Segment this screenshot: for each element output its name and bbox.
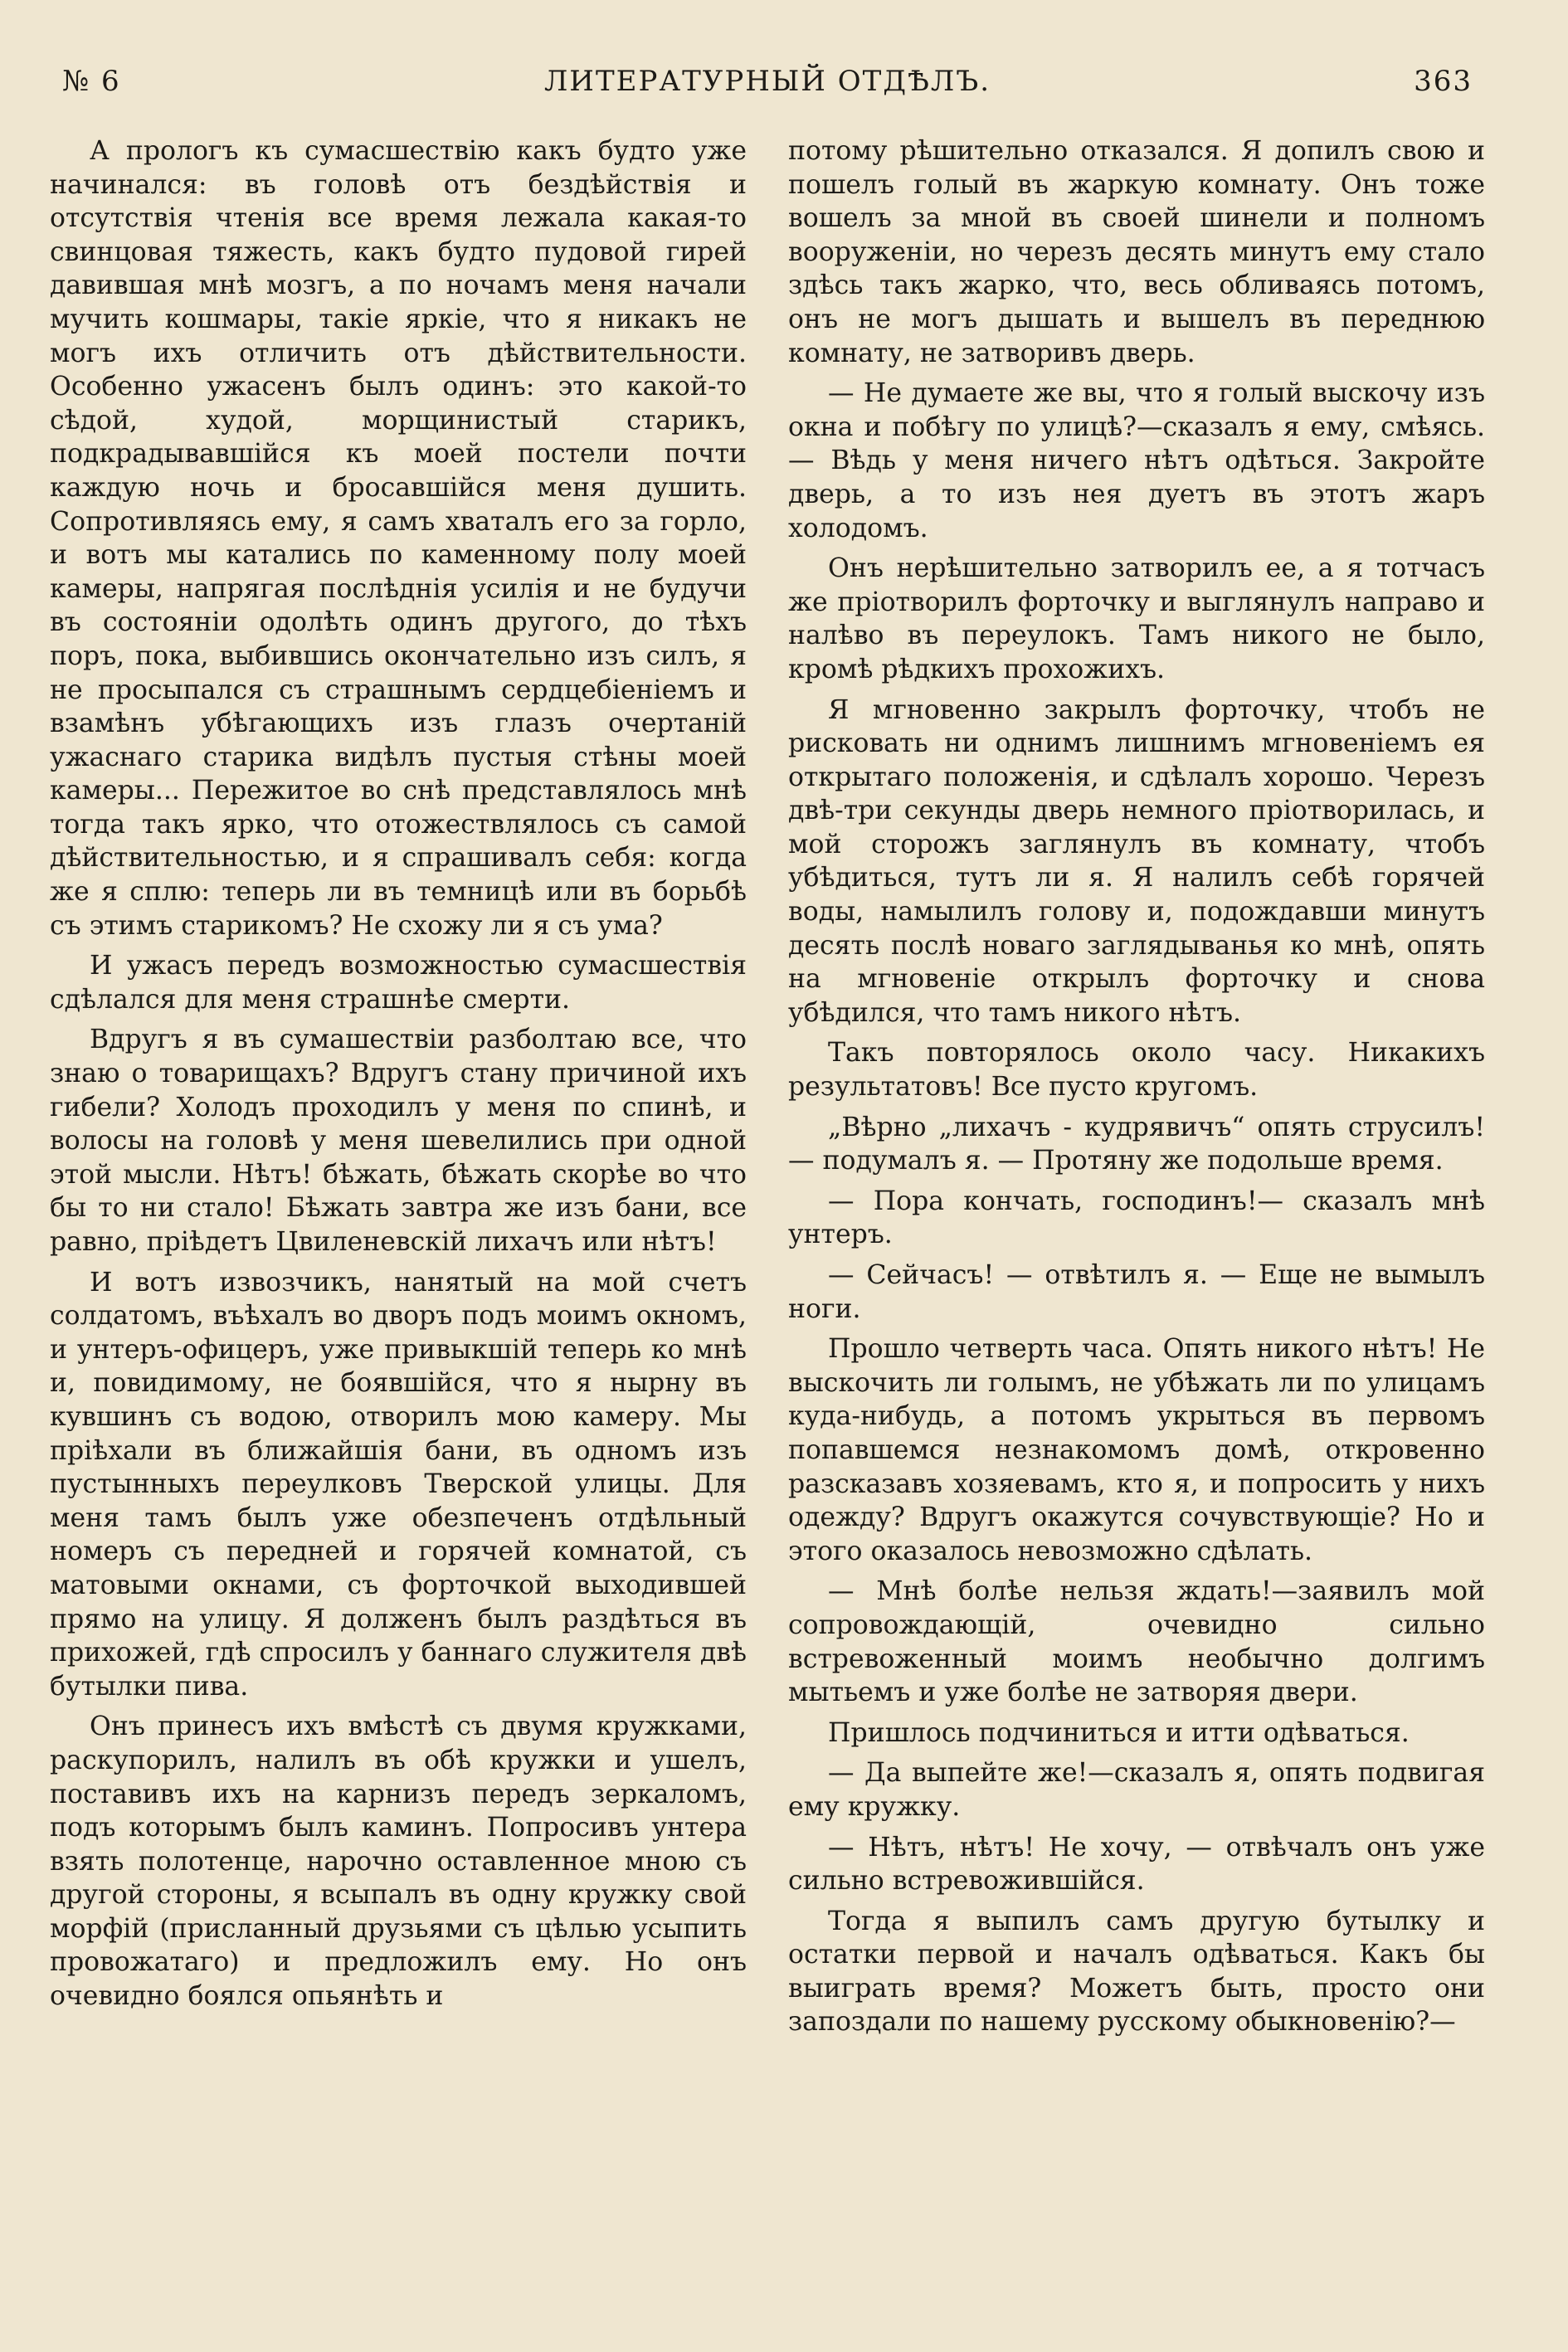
paragraph: Такъ повторялось около часу. Никакихъ результатовъ! Все пусто кругомъ. [788, 1038, 1485, 1103]
paragraph: Онъ нерѣшительно затворилъ ее, а я тотчасъ же пріотворилъ форточку и выглянулъ направо и налѣво въ переулокъ. Тамъ никого не было, кромѣ рѣдкихъ прохожихъ. [788, 553, 1485, 684]
paragraph: Я мгновенно закрылъ форточку, чтобъ не рисковать ни однимъ лишнимъ мгновеніемъ ея открытаго положенія, и сдѣлалъ хорошо. Черезъ двѣ-три секунды дверь немного пріотворилась, и мой сторожъ заглянулъ въ комнату, чтобъ убѣдиться, тутъ ли я. Я налилъ себѣ горячей воды, намылилъ голову и, подождавши минутъ десять послѣ новаго заглядыванья ко мнѣ, опять на мгновеніе открылъ форточку и снова убѣдился, что тамъ никого нѣтъ. [788, 694, 1485, 1028]
paragraph: Прошло четверть часа. Опять никого нѣтъ! Не выскочить ли голымъ, не убѣжать ли по улицамъ куда-нибудь, а потомъ укрыться въ первомъ попавшемся незнакомомъ домѣ, откровенно разсказавъ хозяевамъ, кто я, и попросить у нихъ одежду? Вдругъ окажутся сочувствующіе? Но и этого оказалось невозможно сдѣлать. [788, 1334, 1485, 1566]
paragraph: Вдругъ я въ сумашествіи разболтаю все, что знаю о товарищахъ? Вдругъ стану причиной ихъ гибели? Холодъ проходилъ у меня по спинѣ, и волосы на головѣ у меня шевелились при одной этой мысли. Нѣтъ! бѣжать, бѣжать скорѣе во что бы то ни стало! Бѣжать завтра же изъ бани, все равно, пріѣдетъ Цвиленевскій лихачъ или нѣтъ! [50, 1025, 747, 1257]
paragraph: А прологъ къ сумасшествію какъ будто уже начинался: въ головѣ отъ бездѣйствія и отсутствія чтенія все время лежала какая-то свинцовая тяжесть, какъ будто пудовой гирей давившая мнѣ мозгъ, а по ночамъ меня начали мучить кошмары, такіе яркіе, что я никакъ не могъ ихъ отличить отъ дѣйствительности. Особенно ужасенъ былъ одинъ: это какой-то сѣдой, худой, морщинистый старикъ, подкрадывавшійся къ моей постели почти каждую ночь и бросавшійся меня душить. Сопротивляясь ему, я самъ хваталъ его за горло, и вотъ мы катались по каменному полу моей камеры, напрягая послѣднія усилія и не будучи въ состояніи одолѣть одинъ другого, до тѣхъ поръ, пока, выбившись окончательно изъ силъ, я не просыпался съ страшнымъ сердцебіеніемъ и взамѣнъ убѣгающихъ изъ глазъ очертаній ужаснаго старика видѣлъ пустыя стѣны моей камеры... Пережитое во снѣ представлялось мнѣ тогда такъ ярко, что отожествлялось съ самой дѣйствительностью, и я спрашивалъ себя: когда же я сплю: теперь ли въ темницѣ или въ борьбѣ съ этимъ старикомъ? Не схожу ли я съ ума? [50, 136, 747, 941]
section-title: ЛИТЕРАТУРНЫЙ ОТДѢЛЪ. [543, 65, 991, 98]
issue-number: № 6 [62, 65, 121, 98]
page-number: 363 [1414, 65, 1473, 98]
paragraph: Онъ принесъ ихъ вмѣстѣ съ двумя кружками, раскупорилъ, налилъ въ обѣ кружки и ушелъ, поставивъ ихъ на карнизъ передъ зеркаломъ, подъ которымъ былъ каминъ. Попросивъ унтера взять полотенце, нарочно оставленное мною съ другой стороны, я всыпалъ въ одну кружку свой морфій (присланный друзьями съ цѣлью усыпить провожатаго) и предложилъ ему. Но онъ очевидно боялся опьянѣть и [50, 1712, 747, 2012]
left-column [50, 134, 747, 2020]
paragraph: — Пора кончать, господинъ!— сказалъ мнѣ унтеръ. [788, 1186, 1485, 1250]
paragraph: — Мнѣ болѣе нельзя ждать!—заявилъ мой сопровождающій, очевидно сильно встревоженный моимъ необычно долгимъ мытьемъ и уже болѣе не затворяя двери. [788, 1576, 1485, 1708]
right-column [788, 134, 1485, 2046]
paragraph: — Нѣтъ, нѣтъ! Не хочу, — отвѣчалъ онъ уже сильно встревожившійся. [788, 1832, 1485, 1897]
paragraph: И вотъ извозчикъ, нанятый на мой счетъ солдатомъ, въѣхалъ во дворъ подъ моимъ окномъ, и унтеръ-офицеръ, уже привыкшій теперь ко мнѣ и, повидимому, не боявшійся, что я нырну въ кувшинъ съ водою, отворилъ мою камеру. Мы пріѣхали въ ближайшія бани, въ одномъ изъ пустынныхъ переулковъ Тверской улицы. Для меня тамъ былъ уже обезпеченъ отдѣльный номеръ съ передней и горячей комнатой, съ матовыми окнами, съ форточкой выходившей прямо на улицу. Я долженъ былъ раздѣться въ прихожей, гдѣ спросилъ у баннаго служителя двѣ бутылки пива. [50, 1267, 747, 1702]
paragraph: „Вѣрно „лихачъ - кудрявичъ“ опять струсилъ! — подумалъ я. — Протяну же подольше время. [788, 1112, 1485, 1176]
paragraph: — Да выпейте же!—сказалъ я, опять подвигая ему кружку. [788, 1758, 1485, 1822]
paragraph: потому рѣшительно отказался. Я допилъ свою и пошелъ голый въ жаркую комнату. Онъ тоже вошелъ за мной въ своей шинели и полномъ вооруженіи, но черезъ десять минутъ ему стало здѣсь такъ жарко, что, весь обливаясь потомъ, онъ не могъ дышать и вышелъ въ переднюю комнату, не затворивъ дверь. [788, 136, 1485, 368]
paragraph: — Не думаете же вы, что я голый выскочу изъ окна и побѣгу по улицѣ?—сказалъ я ему, смѣясь. — Вѣдь у меня ничего нѣтъ одѣться. Закройте дверь, а то изъ нея дуетъ въ этотъ жаръ холодомъ. [788, 378, 1485, 543]
page-header [62, 56, 1473, 106]
paragraph: Пришлось подчиниться и итти одѣваться. [828, 1717, 1410, 1748]
paragraph: И ужасъ передъ возможностью сумасшествія сдѣлался для меня страшнѣе смерти. [50, 951, 747, 1015]
paragraph: — Сейчасъ! — отвѣтилъ я. — Еще не вымылъ ноги. [788, 1260, 1485, 1324]
paragraph: Тогда я выпилъ самъ другую бутылку и остатки первой и началъ одѣваться. Какъ бы выиграть время? Можетъ быть, просто они запоздали по нашему русскому обыкновенію?— [788, 1906, 1485, 2038]
